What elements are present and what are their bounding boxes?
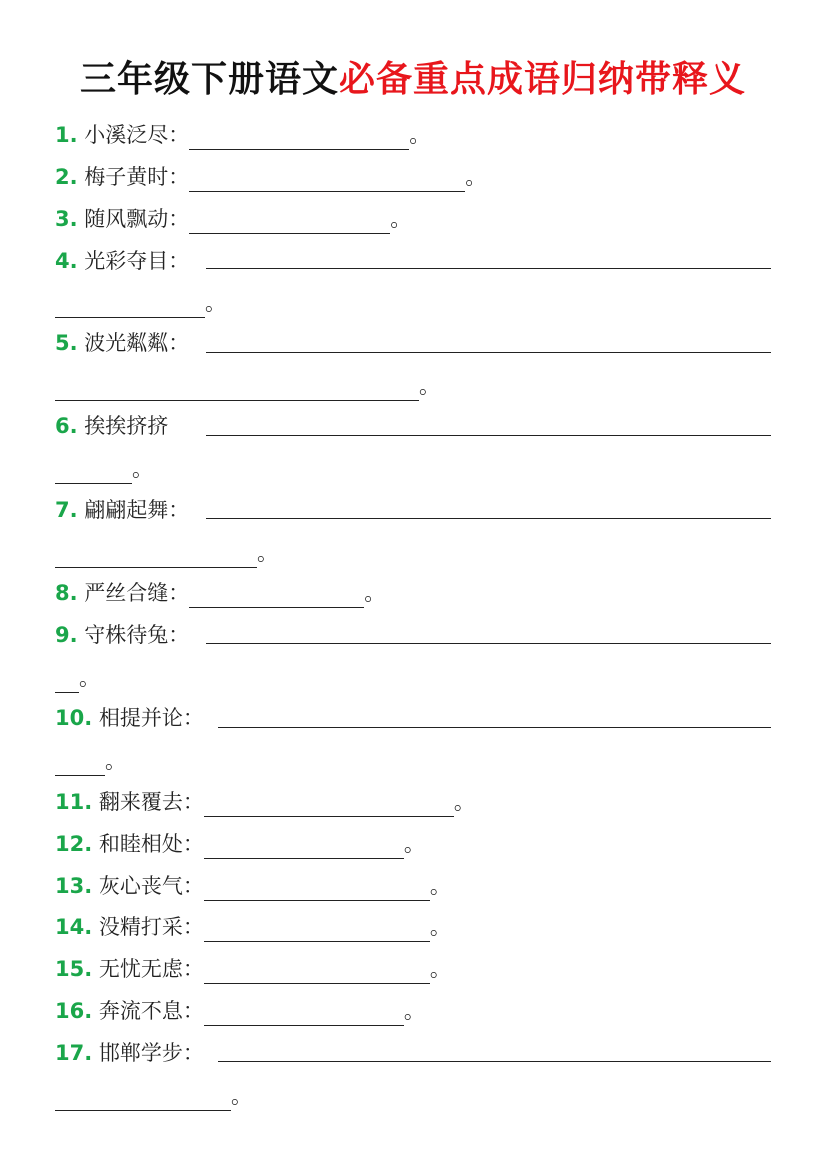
item-label: 翩翩起舞： bbox=[84, 498, 190, 522]
item-label: 挨挨挤挤 bbox=[84, 414, 169, 438]
period: 。 bbox=[465, 165, 487, 189]
item-number: 5. bbox=[55, 331, 78, 355]
item-9 bbox=[55, 620, 189, 650]
answer-blank[interactable] bbox=[55, 376, 419, 401]
item-9-continuation bbox=[55, 663, 100, 693]
period: 。 bbox=[403, 999, 425, 1023]
period: 。 bbox=[231, 1084, 252, 1108]
period: 。 bbox=[257, 541, 278, 565]
item-number: 16. bbox=[55, 999, 93, 1023]
answer-blank[interactable] bbox=[204, 1001, 404, 1026]
answer-blank[interactable] bbox=[206, 352, 771, 353]
item-10-continuation bbox=[55, 746, 126, 776]
item-number: 4. bbox=[55, 249, 78, 273]
item-number: 15. bbox=[55, 957, 93, 981]
answer-blank[interactable] bbox=[204, 792, 454, 817]
page-title bbox=[0, 58, 826, 102]
item-label: 奔流不息： bbox=[98, 999, 204, 1023]
item-4-continuation bbox=[55, 288, 226, 318]
item-number: 9. bbox=[55, 623, 78, 647]
period: 。 bbox=[364, 581, 386, 605]
item-number: 8. bbox=[55, 581, 78, 605]
answer-blank[interactable] bbox=[55, 459, 132, 484]
answer-blank[interactable] bbox=[206, 435, 771, 436]
item-7-continuation bbox=[55, 538, 278, 568]
item-17 bbox=[55, 1038, 204, 1068]
item-label: 没精打采： bbox=[98, 915, 204, 939]
item-5 bbox=[55, 328, 189, 358]
answer-blank[interactable] bbox=[55, 543, 257, 568]
item-10 bbox=[55, 703, 204, 733]
item-label: 灰心丧气： bbox=[98, 874, 204, 898]
answer-blank[interactable] bbox=[206, 268, 771, 269]
item-label: 光彩夺目： bbox=[84, 249, 190, 273]
item-label: 梅子黄时： bbox=[84, 165, 190, 189]
item-label: 小溪泛尽： bbox=[84, 123, 190, 147]
answer-blank[interactable] bbox=[204, 917, 430, 942]
item-12 bbox=[55, 829, 425, 859]
answer-blank[interactable] bbox=[189, 125, 409, 150]
answer-blank[interactable] bbox=[204, 876, 430, 901]
item-11 bbox=[55, 787, 475, 817]
item-8 bbox=[55, 578, 385, 608]
answer-blank[interactable] bbox=[206, 643, 771, 644]
item-7 bbox=[55, 495, 189, 525]
item-number: 17. bbox=[55, 1041, 93, 1065]
item-6 bbox=[55, 411, 168, 441]
item-14 bbox=[55, 912, 451, 942]
period: 。 bbox=[419, 374, 440, 398]
item-13 bbox=[55, 871, 451, 901]
item-label: 守株待兔： bbox=[84, 623, 190, 647]
item-2 bbox=[55, 162, 486, 192]
item-label: 和睦相处： bbox=[98, 832, 204, 856]
answer-blank[interactable] bbox=[204, 959, 430, 984]
period: 。 bbox=[390, 207, 412, 231]
item-4 bbox=[55, 246, 189, 276]
period: 。 bbox=[409, 123, 431, 147]
answer-blank[interactable] bbox=[204, 834, 404, 859]
item-15 bbox=[55, 954, 451, 984]
item-6-continuation bbox=[55, 454, 153, 484]
item-label: 无忧无虑： bbox=[98, 957, 204, 981]
item-number: 3. bbox=[55, 207, 78, 231]
item-number: 12. bbox=[55, 832, 93, 856]
item-label: 波光粼粼： bbox=[84, 331, 190, 355]
item-5-continuation bbox=[55, 371, 440, 401]
item-3 bbox=[55, 204, 411, 234]
item-label: 随风飘动： bbox=[84, 207, 190, 231]
answer-blank[interactable] bbox=[206, 518, 771, 519]
item-number: 7. bbox=[55, 498, 78, 522]
item-1 bbox=[55, 120, 430, 150]
item-number: 13. bbox=[55, 874, 93, 898]
period: 。 bbox=[105, 749, 126, 773]
item-17-continuation bbox=[55, 1081, 252, 1111]
answer-blank[interactable] bbox=[55, 751, 105, 776]
item-number: 10. bbox=[55, 706, 93, 730]
answer-blank[interactable] bbox=[218, 1061, 771, 1062]
item-label: 严丝合缝： bbox=[84, 581, 190, 605]
title-part-2: 必备重点成语归纳带释义 bbox=[339, 59, 747, 100]
answer-blank[interactable] bbox=[55, 668, 79, 693]
item-number: 1. bbox=[55, 123, 78, 147]
answer-blank[interactable] bbox=[55, 293, 205, 318]
item-number: 14. bbox=[55, 915, 93, 939]
period: 。 bbox=[429, 915, 451, 939]
period: 。 bbox=[429, 874, 451, 898]
item-number: 6. bbox=[55, 414, 78, 438]
item-number: 11. bbox=[55, 790, 93, 814]
period: 。 bbox=[453, 790, 475, 814]
period: 。 bbox=[79, 666, 100, 690]
title-part-1: 三年级下册语文 bbox=[79, 59, 339, 100]
answer-blank[interactable] bbox=[55, 1086, 231, 1111]
period: 。 bbox=[429, 957, 451, 981]
answer-blank[interactable] bbox=[189, 209, 390, 234]
item-label: 邯郸学步： bbox=[98, 1041, 204, 1065]
answer-blank[interactable] bbox=[189, 583, 364, 608]
period: 。 bbox=[132, 457, 153, 481]
answer-blank[interactable] bbox=[218, 727, 771, 728]
answer-blank[interactable] bbox=[189, 167, 465, 192]
item-label: 翻来覆去： bbox=[98, 790, 204, 814]
period: 。 bbox=[403, 832, 425, 856]
period: 。 bbox=[205, 291, 226, 315]
item-16 bbox=[55, 996, 425, 1026]
item-label: 相提并论： bbox=[98, 706, 204, 730]
item-number: 2. bbox=[55, 165, 78, 189]
